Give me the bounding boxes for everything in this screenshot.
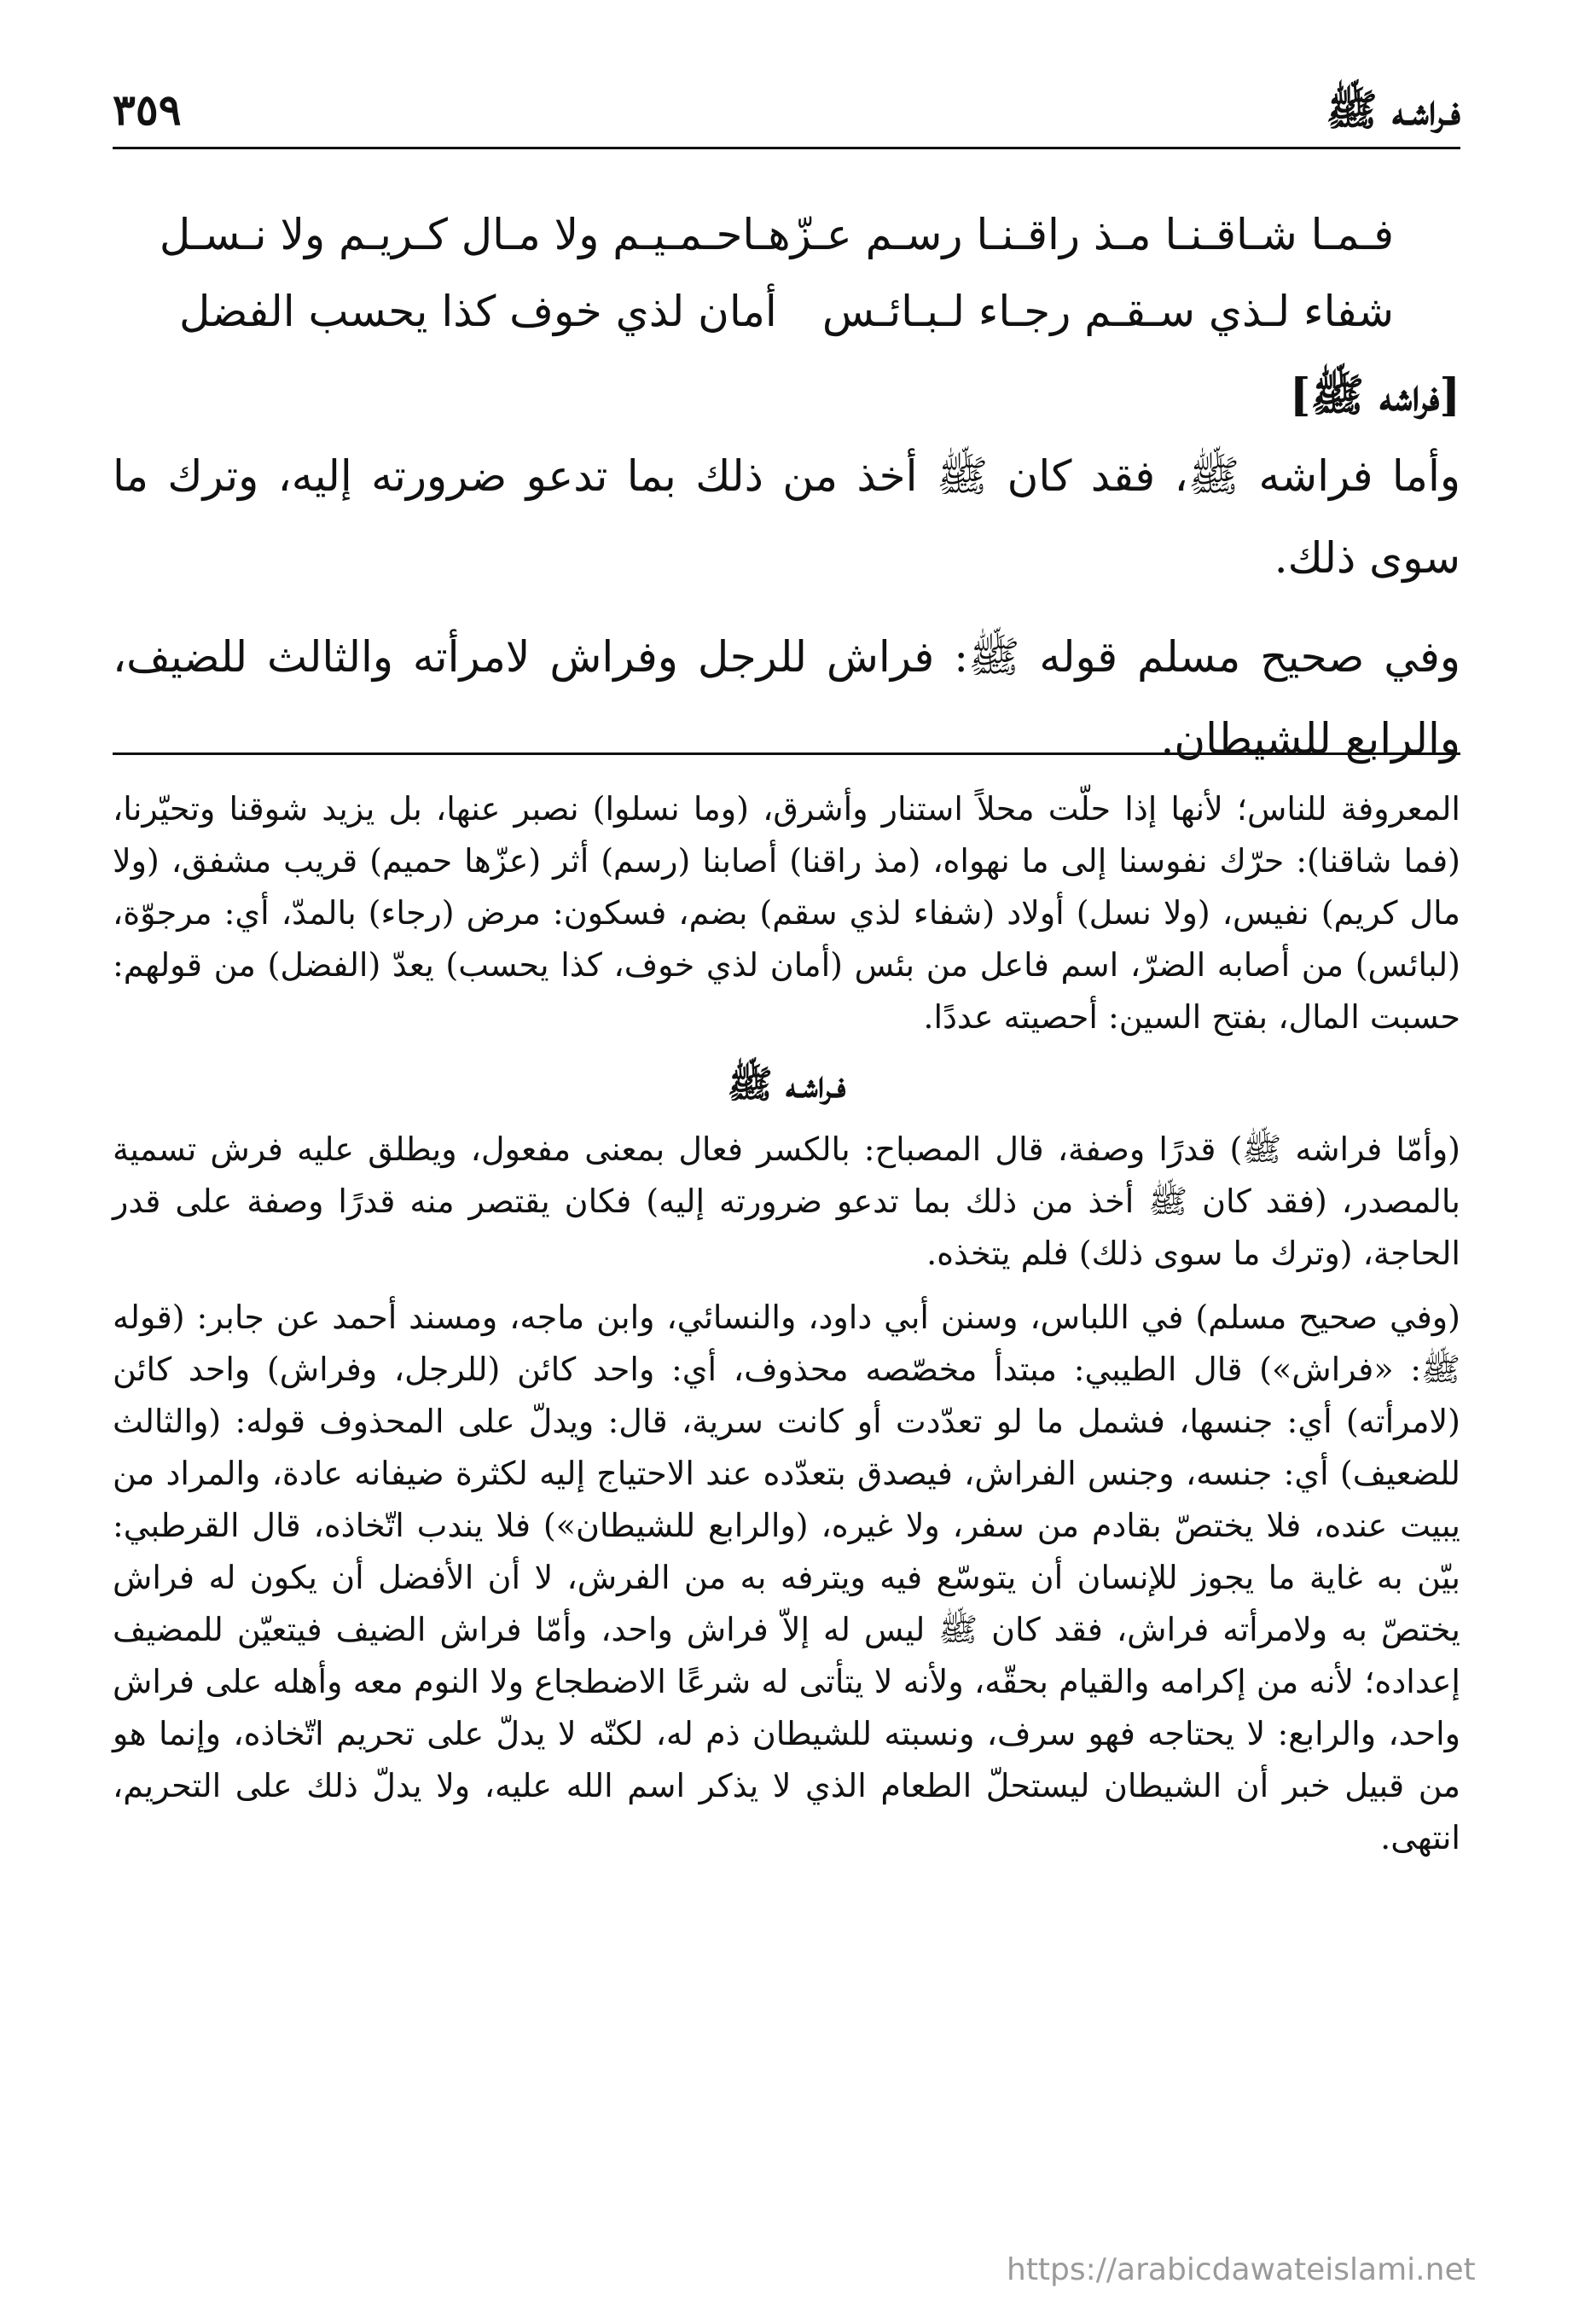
poem-hemistich-left: حـمـيـم ولا مـال كـريـم ولا نـسـل — [159, 210, 743, 259]
commentary-text — [113, 783, 1460, 1876]
poem-line — [179, 273, 1394, 350]
section-heading: [فراشه ﷺ] — [1289, 369, 1460, 421]
main-paragraph: وأما فراشه ﷺ، فقد كان ﷺ أخذ من ذلك بما تدعو ضرورته إليه، وترك ما سوى ذلك. — [113, 451, 1460, 583]
commentary-paragraph: (وأمّا فراشه ﷺ) قدرًا وصفة، قال المصباح: بالكسر فعال بمعنى مفعول، ويطلق عليه فرش تسمية بالمصدر، (فقد كان ﷺ أخذ من ذلك بما تدعو ضرورته إليه) فكان يقتصر منه قدرًا وصفة على قدر الحاجة، (وترك ما سوى ذلك) فلم يتخذه. — [113, 1130, 1460, 1272]
poem-block — [159, 196, 1394, 350]
main-text — [113, 435, 1460, 797]
poem-hemistich-right: شفاء لـذي سـقـم رجـاء لـبـائـس — [821, 287, 1394, 336]
watermark-url: https://arabicdawateislami.net — [1007, 2252, 1476, 2287]
main-paragraph: وفي صحيح مسلم قوله ﷺ: فراش للرجل وفراش لامرأته والثالث للضيف، والرابع للشيطان. — [113, 632, 1460, 764]
poem-hemistich-left: أمان لذي خوف كذا يحسب الفضل — [179, 287, 777, 336]
commentary-paragraph: المعروفة للناس؛ لأنها إذا حلّت محلاً استنار وأشرق، (وما نسلوا) نصبر عنها، بل يزيد شوقنا وتحيّرنا، (فما شاقنا): حرّك نفوسنا إلى ما نهواه، (مذ راقنا) أصابنا (رسم) أثر (عزّها حميم) قريب مشفق، (ولا مال كريم) نفيس، (ولا نسل) أولاد (شفاء لذي سقم) بضم، فسكون: مرض (رجاء) بالمدّ، أي: مرجوّة، (لبائس) من أصابه الضرّ، اسم فاعل من بئس (أمان لذي خوف، كذا يحسب) يعدّ (الفضل) من قولهم: حسبت المال، بفتح السين: أحصيته عددًا. — [113, 790, 1460, 1036]
commentary-divider — [113, 752, 1460, 755]
page-header — [113, 75, 1460, 145]
commentary-paragraph: (وفي صحيح مسلم) في اللباس، وسنن أبي داود، والنسائي، وابن ماجه، ومسند أحمد عن جابر: (قوله ﷺ: «فراش») قال الطيبي: مبتدأ مخصّصه محذوف، أي: واحد كائن (للرجل، وفراش) واحد كائن (لامرأته) أي: جنسها، فشمل ما لو تعدّدت أو كانت سرية، قال: ويدلّ على المحذوف قوله: (والثالث للضعيف) أي: جنسه، وجنس الفراش، فيصدق بتعدّده عند الاحتياج إليه لكثرة ضيفانه عادة، والمراد من يبيت عنده، فلا يختصّ بقادم من سفر، ولا غيره، (والرابع للشيطان») فلا يندب اتّخاذه، قال القرطبي: بيّن به غاية ما يجوز للإنسان أن يتوسّع فيه ويترفه به من الفرش، لا أن الأفضل أن يكون له فراش يختصّ به ولامرأته فراش، فقد كان ﷺ ليس له إلاّ فراش واحد، وأمّا فراش الضيف فيتعيّن للمضيف إعداده؛ لأنه من إكرامه والقيام بحقّه، ولأنه لا يتأتى له شرعًا الاضطجاع ولا النوم معه وأهله على فراش واحد، والرابع: لا يحتاجه فهو سرف، ونسبته للشيطان ذم له، لكنّه لا يدلّ على تحريم اتّخاذه، وإنما هو من قبيل خبر أن الشيطان ليستحلّ الطعام الذي لا يذكر اسم الله عليه، ولا يدلّ ذلك على التحريم، انتهى. — [113, 1299, 1460, 1856]
page-number: ٣٥٩ — [113, 84, 182, 135]
poem-hemistich-right: فـمـا شـاقـنـا مـذ راقـنـا رسـم عـزّهـا — [742, 210, 1394, 259]
commentary-subheading: فـراشـه ﷺ — [727, 1063, 846, 1107]
poem-line — [159, 196, 1394, 273]
running-title: فـراشـه ﷺ — [1326, 84, 1460, 135]
header-rule — [113, 147, 1460, 149]
